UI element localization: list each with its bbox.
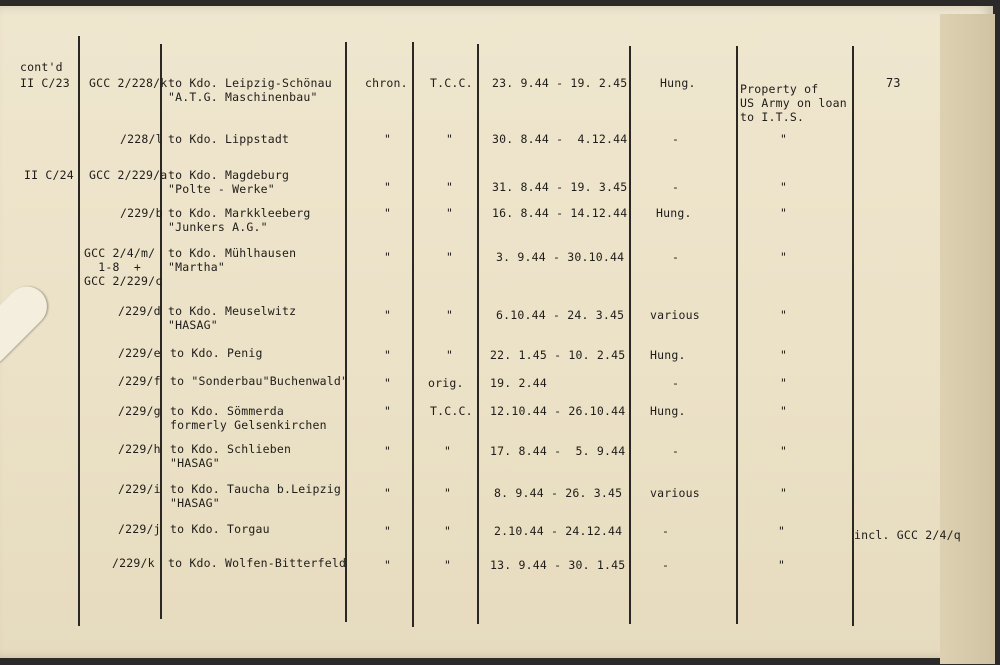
date-range: 22. 1.45 - 10. 2.45 xyxy=(490,348,626,362)
gcc-ref: /229/b xyxy=(120,206,163,220)
column-rule xyxy=(345,42,347,622)
column-rule xyxy=(736,46,738,624)
nationality: - xyxy=(672,376,680,390)
record-source: " xyxy=(446,206,454,220)
remarks: " xyxy=(780,486,788,500)
nationality: Hung. xyxy=(650,348,686,362)
gcc-ref: /229/e xyxy=(118,346,161,360)
date-range: 16. 8.44 - 14.12.44 xyxy=(492,206,628,220)
nationality: Hung. xyxy=(656,206,692,220)
record-source: " xyxy=(446,132,454,146)
date-range: 8. 9.44 - 26. 3.45 xyxy=(494,486,623,500)
remarks: " xyxy=(778,558,786,572)
document-page xyxy=(0,6,993,658)
page-number: 73 xyxy=(886,76,901,90)
gcc-ref: GCC 2/4/m/ 1-8 + GCC 2/229/c xyxy=(84,246,163,288)
record-type: " xyxy=(384,376,392,390)
series-label: II C/24 xyxy=(24,168,74,182)
continued-label: cont'd xyxy=(20,60,63,74)
date-range: 19. 2.44 xyxy=(490,376,547,390)
record-source: " xyxy=(446,348,454,362)
destination: to Kdo. Magdeburg "Polte - Werke" xyxy=(168,168,290,196)
record-source: orig. xyxy=(428,376,464,390)
date-range: 12.10.44 - 26.10.44 xyxy=(490,404,626,418)
nationality: - xyxy=(672,132,680,146)
destination: to "Sonderbau"Buchenwald" xyxy=(170,374,349,388)
gcc-ref: /229/k xyxy=(112,556,155,570)
record-type: " xyxy=(384,404,392,418)
destination: to Kdo. Markkleeberg "Junkers A.G." xyxy=(168,206,311,234)
extra-note: incl. GCC 2/4/q xyxy=(854,528,961,542)
date-range: 3. 9.44 - 30.10.44 xyxy=(496,250,625,264)
remarks: " xyxy=(780,250,788,264)
page-edge xyxy=(940,14,995,664)
record-type: " xyxy=(384,486,392,500)
remarks: " xyxy=(780,348,788,362)
nationality: various xyxy=(650,486,700,500)
record-source: " xyxy=(446,250,454,264)
record-type: " xyxy=(384,132,392,146)
gcc-ref: /228/l xyxy=(120,132,163,146)
date-range: 30. 8.44 - 4.12.44 xyxy=(492,132,628,146)
nationality: - xyxy=(672,180,680,194)
record-type: " xyxy=(384,206,392,220)
record-source: " xyxy=(446,308,454,322)
gcc-ref: /229/d xyxy=(118,304,161,318)
nationality: - xyxy=(662,524,670,538)
record-source: " xyxy=(446,180,454,194)
date-range: 23. 9.44 - 19. 2.45 xyxy=(492,76,628,90)
gcc-ref: /229/h xyxy=(118,442,161,456)
record-type: " xyxy=(384,444,392,458)
column-rule xyxy=(412,42,414,627)
date-range: 17. 8.44 - 5. 9.44 xyxy=(490,444,626,458)
column-rule xyxy=(629,46,631,624)
record-type: " xyxy=(384,180,392,194)
gcc-ref: /229/g xyxy=(118,404,161,418)
gcc-ref: GCC 2/228/k xyxy=(89,76,168,90)
destination: to Kdo. Lippstadt xyxy=(168,132,290,146)
remarks: " xyxy=(780,132,788,146)
date-range: 6.10.44 - 24. 3.45 xyxy=(496,308,625,322)
nationality: - xyxy=(672,250,680,264)
date-range: 31. 8.44 - 19. 3.45 xyxy=(492,180,628,194)
destination: to Kdo. Taucha b.Leipzig "HASAG" xyxy=(170,482,341,510)
nationality: Hung. xyxy=(660,76,696,90)
remarks: " xyxy=(780,376,788,390)
record-type: " xyxy=(384,558,392,572)
record-source: " xyxy=(444,486,452,500)
destination: to Kdo. Sömmerda formerly Gelsenkirchen xyxy=(170,404,327,432)
gcc-ref: /229/i xyxy=(118,482,161,496)
record-source: " xyxy=(444,558,452,572)
gcc-ref: /229/f xyxy=(118,374,161,388)
binder-tab xyxy=(0,278,55,373)
column-rule xyxy=(477,44,479,624)
record-type: " xyxy=(384,308,392,322)
record-source: " xyxy=(444,444,452,458)
remarks: " xyxy=(780,404,788,418)
remarks: " xyxy=(780,444,788,458)
date-range: 2.10.44 - 24.12.44 xyxy=(494,524,623,538)
destination: to Kdo. Schlieben "HASAG" xyxy=(170,442,292,470)
gcc-ref: GCC 2/229/a xyxy=(89,168,168,182)
destination: to Kdo. Wolfen-Bitterfeld xyxy=(168,556,347,570)
record-type: " xyxy=(384,348,392,362)
record-source: " xyxy=(444,524,452,538)
destination: to Kdo. Mühlhausen "Martha" xyxy=(168,246,297,274)
column-rule xyxy=(78,36,80,626)
date-range: 13. 9.44 - 30. 1.45 xyxy=(490,558,626,572)
destination: to Kdo. Leipzig-Schönau "A.T.G. Maschinenbau" xyxy=(168,76,332,104)
record-type: chron. xyxy=(365,76,408,90)
record-type: " xyxy=(384,524,392,538)
nationality: - xyxy=(662,558,670,572)
remarks: " xyxy=(778,524,786,538)
remarks: Property of US Army on loan to I.T.S. xyxy=(740,82,847,124)
remarks: " xyxy=(780,308,788,322)
record-source: T.C.C. xyxy=(430,404,473,418)
record-type: " xyxy=(384,250,392,264)
destination: to Kdo. Meuselwitz "HASAG" xyxy=(168,304,297,332)
nationality: Hung. xyxy=(650,404,686,418)
record-source: T.C.C. xyxy=(430,76,473,90)
series-label: II C/23 xyxy=(20,76,70,90)
nationality: - xyxy=(672,444,680,458)
destination: to Kdo. Penig xyxy=(170,346,263,360)
gcc-ref: /229/j xyxy=(118,522,161,536)
destination: to Kdo. Torgau xyxy=(170,522,270,536)
remarks: " xyxy=(780,206,788,220)
nationality: various xyxy=(650,308,700,322)
remarks: " xyxy=(780,180,788,194)
